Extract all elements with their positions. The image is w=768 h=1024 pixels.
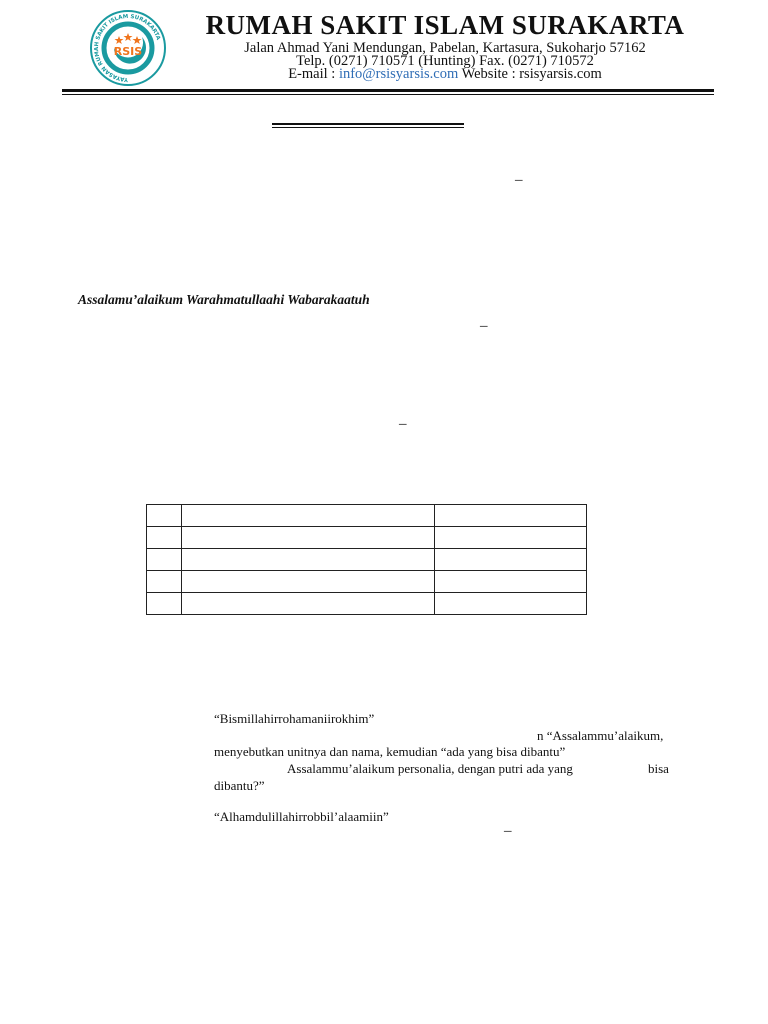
dash-mark: – bbox=[515, 172, 523, 188]
email-label: E-mail : bbox=[288, 66, 339, 82]
hospital-logo bbox=[74, 8, 182, 88]
table-cell bbox=[435, 505, 587, 527]
table-cell bbox=[435, 593, 587, 615]
table-cell bbox=[182, 527, 435, 549]
table-row bbox=[147, 571, 587, 593]
title-underline bbox=[272, 123, 464, 125]
table-cell bbox=[147, 505, 182, 527]
svg-text:YAYASAN RUMAH SAKIT ISLAM SURA: YAYASAN RUMAH SAKIT ISLAM SURAKARTA bbox=[94, 13, 161, 83]
procedure-line: n “Assalammu’alaikum, bbox=[537, 728, 664, 743]
letterhead-divider-thin bbox=[62, 94, 714, 95]
table-cell bbox=[182, 571, 435, 593]
website-text: Website : rsisyarsis.com bbox=[458, 66, 602, 82]
greeting: Assalamu’alaikum Warahmatullaahi Wabarakaatuh bbox=[78, 292, 370, 307]
table-cell bbox=[147, 593, 182, 615]
table-row bbox=[147, 527, 587, 549]
table-cell bbox=[182, 549, 435, 571]
email-link[interactable]: info@rsisyarsis.com bbox=[338, 66, 459, 82]
dash-mark: – bbox=[504, 823, 512, 839]
table-cell bbox=[147, 527, 182, 549]
procedure-line: menyebutkan unitnya dan nama, kemudian “ada yang bisa dibantu” bbox=[214, 744, 566, 759]
table-row bbox=[147, 505, 587, 527]
procedure-line: “Alhamdulillahirrobbil’alaamiin” bbox=[214, 809, 389, 824]
table-cell bbox=[435, 549, 587, 571]
letterhead-divider bbox=[62, 89, 714, 92]
hospital-phone: Telp. (0271) 710571 (Hunting) Fax. (0271) 710572 bbox=[296, 53, 594, 69]
table-cell bbox=[435, 571, 587, 593]
table-cell bbox=[182, 593, 435, 615]
title-underline-thin bbox=[272, 127, 464, 128]
hospital-contact bbox=[185, 66, 705, 83]
hospital-address: Jalan Ahmad Yani Mendungan, Pabelan, Kartasura, Sukoharjo 57162 bbox=[244, 40, 646, 56]
procedure-line: bisa bbox=[648, 761, 669, 776]
hospital-name: RUMAH SAKIT ISLAM SURAKARTA bbox=[205, 10, 685, 40]
table-cell bbox=[147, 549, 182, 571]
table-cell bbox=[182, 505, 435, 527]
svg-text:RSIS: RSIS bbox=[113, 45, 143, 58]
procedure-line: “Bismillahirrohamaniirokhim” bbox=[214, 711, 375, 726]
procedure-line: dibantu?” bbox=[214, 778, 265, 793]
data-table bbox=[146, 504, 587, 615]
dash-mark: – bbox=[480, 318, 488, 334]
table-row bbox=[147, 593, 587, 615]
table-cell bbox=[435, 527, 587, 549]
procedure-line: Assalammu’alaikum personalia, dengan putri ada yang bbox=[287, 761, 573, 776]
table-cell bbox=[147, 571, 182, 593]
dash-mark: – bbox=[399, 416, 407, 432]
table-row bbox=[147, 549, 587, 571]
